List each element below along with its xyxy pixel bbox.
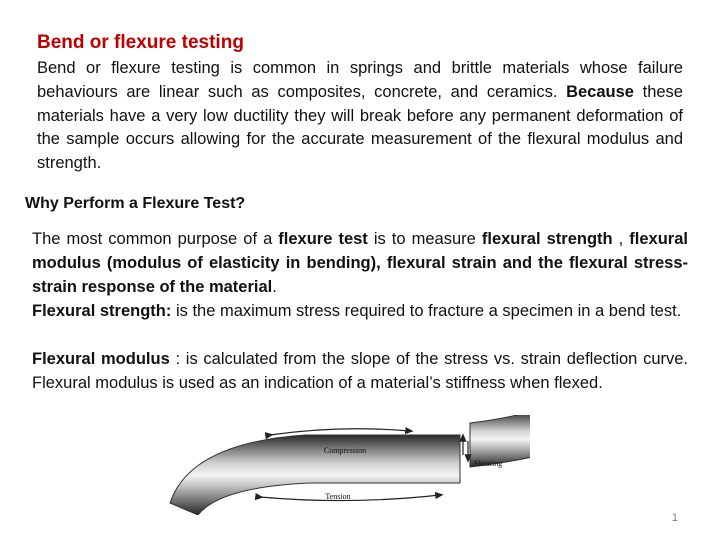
intro-bold-word: Because: [566, 82, 634, 101]
purpose-paragraph: [32, 228, 688, 299]
tension-label: Tension: [325, 492, 351, 501]
flexural-modulus-label: Flexural modulus: [32, 350, 170, 368]
slide-number: 1: [671, 512, 678, 524]
intro-text-2: these materials have a very low ductility they will break before any permanent deformation of the sample occurs allowing for the accurate measurement of the flexural modulus and strength.: [37, 82, 683, 173]
intro-paragraph: [37, 57, 683, 176]
slide-title: Bend or flexure testing: [37, 32, 244, 53]
purpose-bold-2: flexural strength: [481, 230, 613, 248]
compression-arrow: [270, 429, 410, 435]
bent-beam-figure: [160, 415, 530, 515]
flexural-modulus-text: : is calculated from the slope of the stress vs. strain deflection curve. Flexural modulus is used as an indication of a material’s stiffness when flexed.: [32, 350, 688, 392]
purpose-text-1: The most common purpose of a: [32, 230, 279, 248]
purpose-text-2: is to measure: [367, 230, 482, 248]
shearing-label: Shearing: [473, 459, 503, 468]
purpose-text-4: .: [272, 277, 277, 296]
section-heading: Why Perform a Flexure Test?: [25, 195, 246, 212]
purpose-bold-1: flexure test: [278, 230, 368, 248]
compression-label: Compression: [323, 446, 367, 455]
flexural-strength-definition: [32, 300, 688, 324]
purpose-text-3: ,: [612, 230, 630, 248]
beam-left-segment: [170, 435, 460, 515]
purpose-bold-3: flexural modulus (modulus of elasticity in bending), flexural strain and the flexural stress-strain response of the material: [32, 230, 688, 296]
flexural-modulus-definition: [32, 348, 688, 396]
flexural-strength-text: is the maximum stress required to fracture a specimen in a bend test.: [171, 302, 682, 320]
intro-text-1: Bend or flexure testing is common in springs and brittle materials whose failure behaviours are linear such as composites, concrete, and ceramics.: [37, 59, 683, 101]
flexural-strength-label: Flexural strength:: [32, 302, 172, 320]
